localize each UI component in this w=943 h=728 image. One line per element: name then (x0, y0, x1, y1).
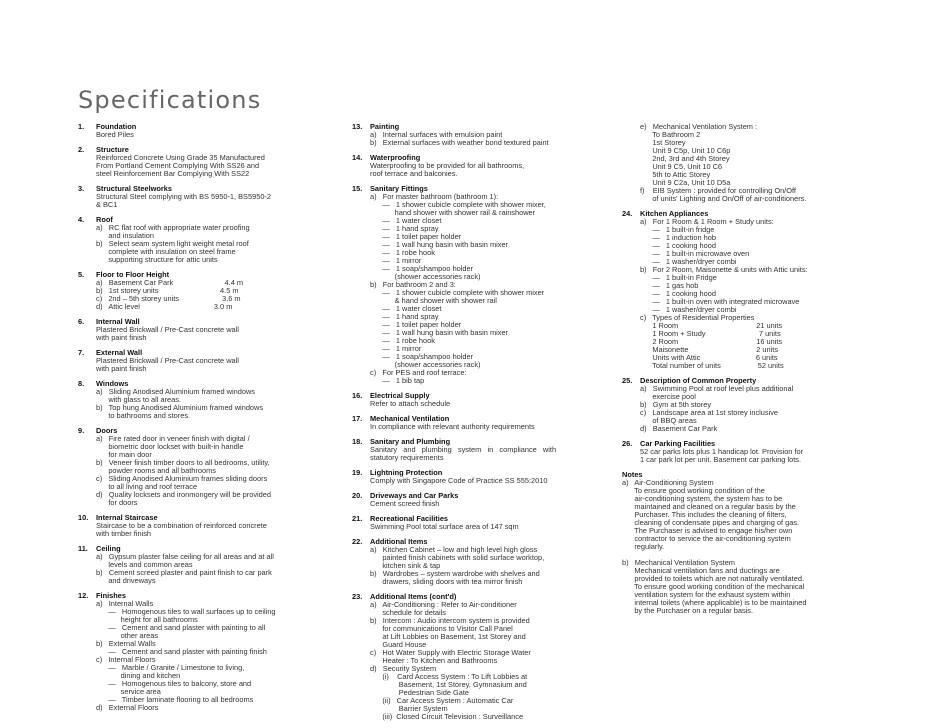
note-line: a) Air-Conditioning System (622, 478, 714, 487)
spec-line: c) Types of Residential Properties (640, 313, 755, 322)
section-title: Lightning Protection (370, 468, 443, 477)
section-body (96, 522, 333, 538)
spec-line: painted finish cabinets with solid surface worktop, (370, 553, 545, 562)
spec-line: to bathrooms and stores. (96, 411, 191, 420)
section-number: 2. (78, 145, 85, 154)
section-title: Driveways and Car Parks (370, 491, 459, 500)
spec-line: a) Internal surfaces with emulsion paint (370, 130, 503, 139)
spec-line: Unit 9 C5, Unit 10 C6 (640, 162, 723, 171)
spec-line: statutory requirements (370, 453, 444, 462)
section-body (370, 131, 614, 147)
spec-line: dining and kitchen (96, 671, 181, 680)
spec-section (78, 271, 333, 311)
spec-line: drawers, sliding doors with tea mirror finish (370, 577, 523, 586)
section-number: 22. (352, 537, 363, 546)
spec-line: b) Gym at 5th storey (640, 400, 712, 409)
section-body (96, 224, 333, 264)
section-title: Sanitary and Plumbing (370, 437, 451, 446)
spec-line: Unit 9 C5p, Unit 10 C6p (640, 146, 731, 155)
section-title: Doors (96, 426, 118, 435)
section-number: 4. (78, 215, 85, 224)
spec-line: 1st Storey (640, 138, 686, 147)
section-title: Mechanical Ventilation (370, 414, 450, 423)
section-title: Car Parking Facilities (640, 439, 716, 448)
spec-line: — 1 soap/shampoo holder (370, 352, 474, 361)
section-body (640, 123, 877, 203)
spec-line: a) RC flat roof with appropriate water proofing (96, 223, 250, 232)
spec-line: Reinforced Concrete Using Grade 35 Manufactured (96, 153, 265, 162)
section-number: 24. (622, 209, 633, 218)
section-body (370, 500, 614, 508)
spec-line: — 1 robe hook (370, 248, 435, 257)
section-number: 3. (78, 184, 85, 193)
section-body (96, 326, 333, 342)
spec-line: c) Landscape area at 1st storey inclusive (640, 408, 779, 417)
spec-section (352, 469, 614, 485)
spec-line: b) Select seam system light weight metal roof (96, 239, 249, 248)
section-number: 16. (352, 391, 363, 400)
section-title: Electrical Supply (370, 391, 430, 400)
section-title: Ceiling (96, 544, 121, 553)
spec-line: and driveways (96, 576, 156, 585)
spec-line: a) Kitchen Cabinet – low and high level high gloss (370, 545, 538, 554)
spec-line: 52 car parks lots plus 1 handicap lot. Provision for (640, 447, 804, 456)
section-number: 8. (78, 379, 85, 388)
spec-section (78, 123, 333, 139)
spec-line: — Marble / Granite / Limestone to living, (96, 663, 245, 672)
section-body (370, 423, 614, 431)
spec-section (352, 154, 614, 178)
spec-line: d) External Floors (96, 703, 159, 712)
note-line: The Purchaser is advised to engage his/her own (622, 526, 793, 535)
spec-line: Basement, 1st Storey, Gymnasium and (370, 680, 527, 689)
spec-line: a) For master bathroom (bathroom 1): (370, 192, 499, 201)
spec-line: Refer to attach schedule (370, 399, 451, 408)
spec-line: — 1 mirror (370, 256, 422, 265)
spec-section (78, 514, 333, 538)
section-number: 20. (352, 491, 363, 500)
spec-line: — 1 wall hung basin with basin mixer (370, 328, 509, 337)
spec-line: d) Security System (370, 664, 437, 673)
spec-line: Unit 9 C2a, Unit 10 D5a (640, 178, 731, 187)
section-body (96, 435, 333, 507)
section-number: 1. (78, 122, 85, 131)
spec-line: (shower accessories rack) (370, 272, 481, 281)
spec-line: & hand shower with shower rail (370, 296, 497, 305)
section-number: 11. (78, 544, 88, 553)
spec-line: b) 1st storey units 4.5 m (96, 286, 239, 295)
section-body (370, 446, 614, 462)
spec-line: (iii) Closed Circuit Television : Surveillance (370, 712, 524, 721)
spec-line: Comply with Singapore Code of Practice SS 555:2010 (370, 476, 548, 485)
spec-line: a) Basement Car Park 4.4 m (96, 278, 244, 287)
section-body (96, 388, 333, 420)
spec-column-3 (622, 123, 877, 622)
section-title: Recreational Facilities (370, 514, 449, 523)
spec-section (622, 377, 877, 433)
spec-line: — 1 gas hob (640, 281, 699, 290)
spec-line: 2nd, 3rd and 4th Storey (640, 154, 730, 163)
spec-line: with paint finish (96, 364, 147, 373)
spec-section (622, 123, 877, 203)
section-body (96, 279, 333, 311)
section-title: Structure (96, 145, 129, 154)
section-number: 10. (78, 513, 89, 522)
spec-line: b) Wardrobes – system wardrobe with shelves and (370, 569, 540, 578)
spec-line: Plastered Brickwall / Pre-Cast concrete wall (96, 325, 239, 334)
spec-line: a) Internal Walls (96, 599, 154, 608)
section-title: Structural Steelworks (96, 184, 172, 193)
section-number: 12. (78, 591, 89, 600)
spec-section (352, 392, 614, 408)
spec-line: a) Air-Conditioning : Refer to Air-conditioner (370, 600, 517, 609)
spec-line: — 1 hand spray (370, 312, 439, 321)
spec-line: — Cement and sand plaster with painting finish (96, 647, 267, 656)
spec-line: and insulation (96, 231, 154, 240)
section-title: Description of Common Property (640, 376, 757, 385)
spec-line: with glass to all areas. (96, 395, 182, 404)
spec-line: height for all bathrooms (96, 615, 198, 624)
section-number: 9. (78, 426, 85, 435)
spec-line: To Bathroom 2 (640, 130, 701, 139)
section-title: Floor to Floor Height (96, 270, 170, 279)
section-title: Finishes (96, 591, 126, 600)
section-number: 5. (78, 270, 85, 279)
spec-line: f) EIB System : provided for controlling On/Off (640, 186, 796, 195)
spec-section (78, 318, 333, 342)
spec-line: From Portland Cement Complying With SS26 and (96, 161, 260, 170)
spec-line: Plastered Brickwall / Pre-Cast concrete wall (96, 356, 239, 365)
spec-line: — 1 mirror (370, 344, 422, 353)
spec-section (622, 440, 877, 464)
section-title: Internal Staircase (96, 513, 158, 522)
spec-line: a) For 1 Room & 1 Room + Study units: (640, 217, 774, 226)
spec-line: — 1 cooking hood (640, 241, 717, 250)
note-line: air-conditioning system, the system has to be (622, 494, 783, 503)
section-body (96, 154, 333, 178)
spec-line: — 1 water closet (370, 304, 442, 313)
spec-section (352, 515, 614, 531)
section-title: Sanitary Fittings (370, 184, 428, 193)
spec-line: a) Gypsum plaster false ceiling for all areas and at all (96, 552, 274, 561)
section-number: 13. (352, 122, 363, 131)
spec-line: Guard House (370, 640, 427, 649)
note-line: To ensure good working condition of the mechanical (622, 582, 805, 591)
spec-line: — Homogenous tiles to balcony, store and (96, 679, 252, 688)
spec-line: b) External surfaces with weather bond textured paint (370, 138, 549, 147)
spec-section (78, 349, 333, 373)
spec-line: levels and common areas (96, 560, 193, 569)
spec-line: — 1 robe hook (370, 336, 435, 345)
spec-line: at Lift Lobbies on Basement, 1st Storey and (370, 632, 526, 641)
spec-line: In compliance with relevant authority requirements (370, 422, 535, 431)
spec-line: Barrier System (370, 704, 448, 713)
spec-section (352, 438, 614, 462)
section-body (96, 600, 333, 712)
spec-line: c) For PES and roof terrace: (370, 368, 467, 377)
section-body (370, 477, 614, 485)
section-title: Roof (96, 215, 113, 224)
spec-line: for doors (96, 498, 138, 507)
note-line: Purchaser. This includes the cleaning of filters, (622, 510, 787, 519)
section-title: Foundation (96, 122, 137, 131)
spec-line: complete with insulation on steel frame (96, 247, 236, 256)
spec-line: Structural Steel complying with BS 5950-1, BS5950-2 (96, 192, 272, 201)
spec-line: d) Basement Car Park (640, 424, 718, 433)
spec-line: steel Reinforcement Bar Complying With SS22 (96, 169, 250, 178)
note-line: To ensure good working condition of the (622, 486, 765, 495)
section-body (370, 162, 614, 178)
section-body (640, 218, 877, 370)
spec-line: service area (96, 687, 161, 696)
section-number: 26. (622, 439, 633, 448)
spec-section (352, 415, 614, 431)
note-line: Mechanical ventilation fans and ductings are (622, 566, 780, 575)
spec-line: — 1 water closet (370, 216, 442, 225)
spec-line: & BC1 (96, 200, 118, 209)
spec-column-1 (78, 123, 333, 719)
spec-line: a) Swimming Pool at roof level plus additional (640, 384, 794, 393)
spec-line: schedule for details (370, 608, 446, 617)
spec-line: — 1 built-in fridge (640, 225, 715, 234)
notes-heading: Notes (622, 470, 643, 479)
spec-line: b) External Walls (96, 639, 156, 648)
spec-section (78, 380, 333, 420)
spec-line: c) Internal Floors (96, 655, 156, 664)
spec-line: b) Top hung Anodised Aluminium framed windows (96, 403, 264, 412)
spec-section (352, 538, 614, 586)
spec-line: Total number of units 52 units (640, 361, 784, 370)
section-body (96, 357, 333, 373)
section-body (640, 385, 877, 433)
section-title: Additional Items (cont'd) (370, 592, 457, 601)
spec-line: for main door (96, 450, 152, 459)
spec-line: b) For bathroom 2 and 3: (370, 280, 456, 289)
spec-line: with paint finish (96, 333, 147, 342)
section-number: 25. (622, 376, 633, 385)
spec-line: Waterproofing to be provided for all bathrooms, (370, 161, 525, 170)
section-body (96, 553, 333, 585)
spec-line: hand shower with shower rail & rainshower (370, 208, 536, 217)
spec-line: — Cement and sand plaster with painting to all (96, 623, 266, 632)
spec-line: powder rooms and all bathrooms (96, 466, 216, 475)
spec-line: other areas (96, 631, 159, 640)
spec-line: (i) Card Access System : To Lift Lobbies at (370, 672, 528, 681)
note-line: by the Purchaser on a regular basis. (622, 606, 754, 615)
spec-line: b) Cement screed plaster and paint finish to car park (96, 568, 272, 577)
spec-line: to all living and roof terrace (96, 482, 198, 491)
section-body (96, 131, 333, 139)
spec-line: (shower accessories rack) (370, 360, 481, 369)
spec-line: Units with Attic 6 units (640, 353, 778, 362)
section-body (96, 193, 333, 209)
spec-line: — Timber laminate flooring to all bedrooms (96, 695, 254, 704)
spec-line: d) Attic level 3.0 m (96, 302, 233, 311)
section-number: 15. (352, 184, 363, 193)
note-line: b) Mechanical Ventilation System (622, 558, 735, 567)
spec-section (352, 123, 614, 147)
spec-section (78, 592, 333, 712)
note-line: provided to toilets which are not naturally ventilated. (622, 574, 804, 583)
spec-line: — 1 built-in microwave oven (640, 249, 750, 258)
spec-line: — Homogenous tiles to wall surfaces up to ceiling (96, 607, 276, 616)
page-title: Specifications (78, 86, 262, 114)
section-body (370, 193, 614, 385)
spec-line: a) Fire rated door in veneer finish with digital / (96, 434, 250, 443)
note-line: maintained and cleaned on a regular basis by the (622, 502, 796, 511)
spec-section (622, 210, 877, 370)
section-number: 17. (352, 414, 363, 423)
spec-line: 1 Room 21 units (640, 321, 783, 330)
spec-line: Heater : To Kitchen and Bathrooms (370, 656, 498, 665)
spec-line: — 1 washer/dryer combi (640, 257, 737, 266)
spec-section (78, 216, 333, 264)
spec-line: c) 2nd – 5th storey units 3.6 m (96, 294, 241, 303)
spec-line: — 1 hand spray (370, 224, 439, 233)
spec-section (352, 492, 614, 508)
spec-line: b) Intercom : Audio intercom system is provided (370, 616, 530, 625)
section-body (640, 448, 877, 464)
spec-line: — 1 washer/dryer combi (640, 305, 737, 314)
spec-line: Cement screed finish (370, 499, 440, 508)
spec-line: exercise pool (640, 392, 696, 401)
section-body (370, 400, 614, 408)
spec-line: — 1 built-in oven with integrated microwave (640, 297, 800, 306)
section-title: Internal Wall (96, 317, 140, 326)
spec-line: biometric door lockset with built-in handle (96, 442, 244, 451)
spec-line: — 1 shower cubicle complete with shower mixer, (370, 200, 546, 209)
spec-line: roof terrace and balconies. (370, 169, 458, 178)
section-body (370, 546, 614, 586)
spec-line: — 1 cooking hood (640, 289, 717, 298)
spec-line: supporting structure for attic units (96, 255, 218, 264)
section-number: 23. (352, 592, 363, 601)
spec-line: — 1 shower cubicle complete with shower mixer (370, 288, 545, 297)
spec-line: of units' Lighting and On/Off of air-conditioners. (640, 194, 807, 203)
spec-line: 1 Room + Study 7 units (640, 329, 781, 338)
spec-line: Bored Piles (96, 130, 134, 139)
spec-line: Swimming Pool total surface area of 147 sqm (370, 522, 519, 531)
spec-line: (ii) Car Access System : Automatic Car (370, 696, 514, 705)
spec-line: 5th to Attic Storey (640, 170, 711, 179)
spec-section (78, 427, 333, 507)
spec-line: Maisonette 2 units (640, 345, 779, 354)
spec-line: of BBQ areas (640, 416, 697, 425)
spec-line: — 1 toilet paper holder (370, 232, 462, 241)
spec-line: d) Quality locksets and ironmongery will be provided (96, 490, 271, 499)
spec-line: a) Sliding Anodised Aluminium framed windows (96, 387, 255, 396)
section-number: 21. (352, 514, 363, 523)
section-body (370, 523, 614, 531)
note-line: cleaning of condensate pipes and charging of gas. (622, 518, 800, 527)
spec-line: for communications to Visitor Call Panel (370, 624, 513, 633)
section-title: Painting (370, 122, 400, 131)
spec-section (78, 185, 333, 209)
spec-line: kitchen sink & tap (370, 561, 441, 570)
spec-line: — 1 induction hob (640, 233, 717, 242)
section-number: 6. (78, 317, 85, 326)
note-line: contractor to service the air-conditioning system (622, 534, 791, 543)
section-body (370, 601, 614, 721)
section-number: 19. (352, 468, 363, 477)
note-line: ventilation system for the exhaust system within (622, 590, 791, 599)
spec-section (78, 545, 333, 585)
notes-section (622, 471, 877, 615)
spec-line: — 1 soap/shampoo holder (370, 264, 474, 273)
section-title: Kitchen Appliances (640, 209, 709, 218)
note-line: internal toilets (where applicable) is to be maintained (622, 598, 807, 607)
spec-section (352, 185, 614, 385)
section-title: Waterproofing (370, 153, 421, 162)
section-title: Additional Items (370, 537, 428, 546)
spec-line: e) Mechanical Ventilation System : (640, 122, 758, 131)
spec-line: Staircase to be a combination of reinforced concrete (96, 521, 267, 530)
spec-line: with timber finish (96, 529, 152, 538)
spec-line: Pedestrian Side Gate (370, 688, 470, 697)
spec-section (352, 593, 614, 721)
spec-line: b) For 2 Room, Maisonette & units with Attic units: (640, 265, 808, 274)
spec-section (78, 146, 333, 178)
spec-line: 2 Room 16 units (640, 337, 783, 346)
spec-line: — 1 wall hung basin with basin mixer (370, 240, 509, 249)
section-title: Windows (96, 379, 129, 388)
spec-column-2 (352, 123, 614, 728)
section-title: External Wall (96, 348, 143, 357)
spec-line: Sanitary and plumbing system in compliance with (370, 445, 557, 454)
spec-line: — 1 bib tap (370, 376, 425, 385)
section-number: 14. (352, 153, 363, 162)
spec-line: b) Veneer finish timber doors to all bedrooms, utility, (96, 458, 270, 467)
spec-line: — 1 built-in Fridge (640, 273, 717, 282)
spec-line: c) Sliding Anodised Aluminium frames sliding doors (96, 474, 268, 483)
spec-line: c) Hot Water Supply with Electric Storage Water (370, 648, 531, 657)
spec-line: 1 car park lot per unit. Basement car parking lots. (640, 455, 802, 464)
section-number: 18. (352, 437, 363, 446)
section-number: 7. (78, 348, 85, 357)
note-line: regularly. (622, 542, 665, 551)
spec-line: — 1 toilet paper holder (370, 320, 462, 329)
